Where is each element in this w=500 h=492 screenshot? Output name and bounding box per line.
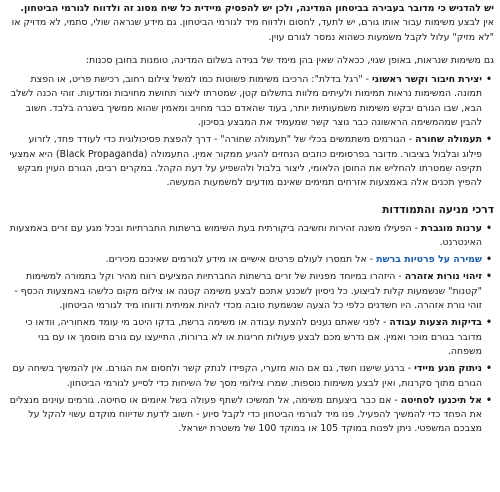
item-title: אל תיכנעו לסחיטה xyxy=(400,394,482,406)
item-text: - הפעילו משנה זהירות וחשיבה ביקורתית בעת השימוש ברשתות החברתיות ובכל מגע עם זרים באמצעות האינטרנט. xyxy=(9,222,482,248)
bullet-icon: • xyxy=(486,363,492,375)
item-text: - הגורמים משתמשים בכלי של "תעמולה שחורה" - דרך להפצת פסיכולוגית כדי לעודד פחד, לזרוע פילוג ובלבול בציבור. מדובר בפרסומים כוזבים הנחזים להגיע ממקור אמין. התעמולה (Black Propaganda) היא אמצעי תקיפה שמטרתו להחליש את החוסן הלאומי, ליצור בלבול ולהשפיע על דעת הקהל. במקרים רבים, הגורם העוין מבקש להפיץ תכנים אלה באמצעות אזרחים תמימים שאינם מודעים למשמעות המעשה. xyxy=(9,134,482,189)
item-title: ערנות מוגברת xyxy=(421,222,482,234)
section-title: דרכי מניעה והתמודדות xyxy=(382,203,494,216)
privacy-link[interactable]: שמירה על פרטיות ברשת xyxy=(376,254,482,266)
bullet-icon: • xyxy=(486,317,492,329)
bullet-icon: • xyxy=(486,74,492,86)
item-text: - ברגע שישנו חשד, גם אם הוא מזערי, הקפידו לנתק קשר ולחסום את הגורם. אין להמשיך בשיחה עם הגורם מתוך סקרנות, ואין לבצע משימות נוספות. שמרו צילומי מסך של השיחות כדי לסייע לגורמי הביטחון. xyxy=(12,363,482,389)
item-text: - לפני שאתם נענים להצעת עבודה או משימה ברשת, בדקו היטב מי עומד מאחוריה, וודאו כי מדובר בגורם מוכר ואמין. אם נדרש מכם לבצע פעולות חריגות או לא ברורות, התייעצו עם גורם מוסמך או עם בני משפחה. xyxy=(25,317,482,357)
intro-text: אין לבצע משימות עבור אותו גורם, יש לתעד, לחסום ולדווח מיד לגורמי הביטחון. גם מידע שנראה שולי, סתמי, לא מדויק או "לא מזיק" עלול לקבל משמעות כשהוא נמסר לגורם עוין. xyxy=(11,17,494,43)
item-title: יצירת חיבור וקשר ראשוני xyxy=(372,74,482,86)
list-item xyxy=(8,362,492,391)
intro-bold: יש להדגיש כי מדובר בעבירה בביטחון המדינה, ולכן יש להפסיק מיידית כל שיח מסוג זה ולדווח לגורמי הביטחון. xyxy=(20,3,494,14)
tasks-paragraph: גם משימות שנראות, באופן שגוי, ככאלה שאין בהן מימד של בגידה בשלום המדינה, טומנות בחובן סכנות: xyxy=(85,54,494,66)
prevention-list xyxy=(8,222,494,437)
bullet-icon: • xyxy=(486,254,492,266)
list-item xyxy=(8,316,492,359)
list-item xyxy=(8,253,492,267)
list-item xyxy=(8,133,492,190)
list-item xyxy=(8,270,492,313)
item-text: - "רגל בדלת": הרכיבו משימות פשוטות כמו למשל צילום רחוב, רכישת פריט, או הפצת תמונה. המשימות נראות תמימות ולעיתים מלוות בתשלום קטן, שמטרתו ליצור תחושת מחויבות ומודעות. זוהי הכנה לשלב הבא, שבו הגורם יבקש משימות משמעותיות יותר, בעוד שהאדם כבר מחויב ומאמין שהוא ממשיך בשגרה בלבד. חשוב להבין שמהמשימה הראשונה כבר נוצר קשר שמעמיד את המבצע בסיכון. xyxy=(10,74,482,129)
intro-paragraph xyxy=(8,2,494,45)
item-title: בדיקות הצעות עבודה xyxy=(389,317,482,329)
item-text: - היזהרו במיוחד מפניות של זרים ברשתות החברתיות המציעים רווח מהיר וקל בתמורה למשימות "קטנות" שנשמעות קלות לביצוע. כל ניסיון לשכנע אתכם לבצע משימה קטנה או צילום מקום כלשהו באמצעות הכסף - זוהי נורת אזהרה. היו חשדנים כלפי כל הצעה שנשמעת טובה מכדי להיות אמיתית ודווחו מיד לגורמי הביטחון. xyxy=(14,271,482,312)
bullet-icon: • xyxy=(486,394,492,406)
list-item xyxy=(8,222,492,251)
bullet-icon: • xyxy=(486,134,492,146)
item-title: תעמולה שחורה xyxy=(415,134,482,146)
bullet-icon: • xyxy=(486,222,492,234)
item-text: - אל תמסרו לעולם פרטים אישיים או מידע לגורמים שאינכם מכירים. xyxy=(105,254,377,266)
item-text: - אם כבר ביצעתם משימה, אל תמשיכו לשתף פעולה בשל איומים או סחיטה. גורמים עוינים מנצלים את הפחד כדי להמשיך להפעיל. פנו מיד לגורמי הביטחון כדי לקבל סיוע - חשוב לדעת שדיווח מוקדם עשוי להקל על מצבכם המשפטי. ניתן לפנות במוקד 105 או במוקד 100 של משטרת ישראל. xyxy=(9,394,482,435)
bullet-icon: • xyxy=(486,271,492,283)
dangers-list xyxy=(8,73,494,190)
item-title: זיהוי נורות אזהרה xyxy=(404,271,482,283)
list-item xyxy=(8,73,492,130)
list-item xyxy=(8,394,492,437)
item-title: ניתוק מגע מיידי xyxy=(414,363,482,375)
